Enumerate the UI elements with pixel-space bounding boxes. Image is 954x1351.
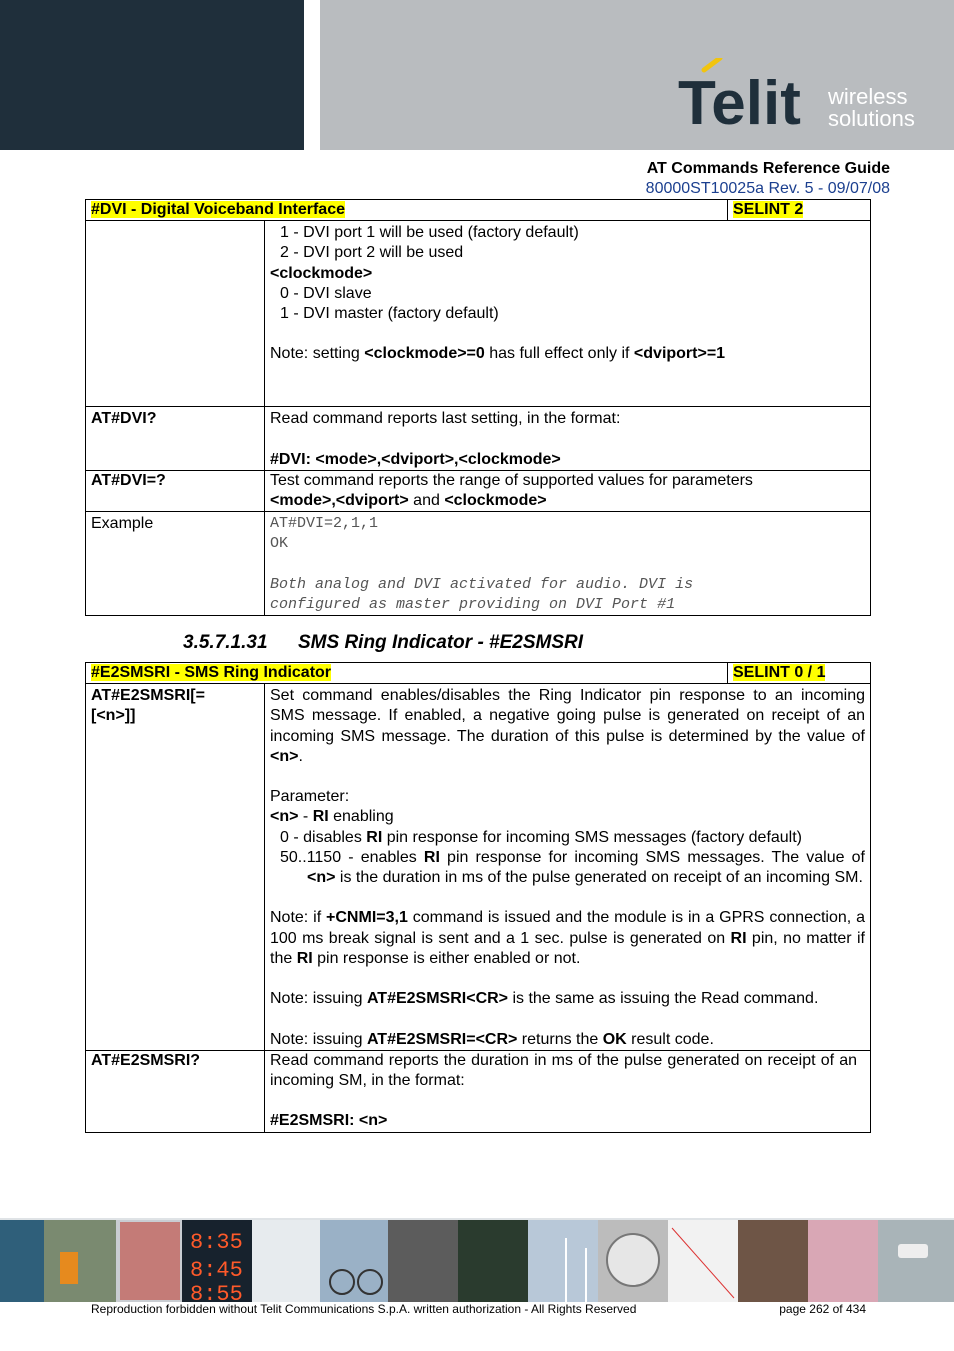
selint-label: SELINT 2: [733, 201, 804, 218]
e2smsri-command-table: [85, 662, 871, 1133]
table-row: [86, 221, 871, 407]
description-text: Read command reports last setting, in the format:: [270, 410, 621, 428]
document-header: [646, 159, 890, 199]
command-cell: [86, 407, 265, 471]
section-title: SMS Ring Indicator - #E2SMSRI: [298, 632, 584, 653]
page-footer: [91, 1302, 866, 1316]
table-title: #DVI - Digital Voiceband Interface: [91, 201, 345, 218]
svg-text:8:55: 8:55: [190, 1282, 243, 1302]
param-value: 0 - DVI slave: [280, 284, 372, 302]
selint-cell: [728, 663, 871, 684]
description-text: Read command reports the duration in ms of the pulse generated on receipt of an incoming SM, in the format:: [270, 1051, 857, 1089]
table-row: [86, 1050, 871, 1132]
example-comment: Both analog and DVI activated for audio. DVI is: [270, 575, 694, 593]
guide-title: AT Commands Reference Guide: [646, 160, 890, 177]
table-title: #E2SMSRI - SMS Ring Indicator: [91, 664, 332, 681]
guide-reference: 80000ST10025a Rev. 5 - 09/07/08: [645, 180, 890, 197]
description-text: Set command enables/disables the Ring Indicator pin response to an incoming SMS message. If enabled, a negative going pulse is generated on receipt of an incoming SMS message. The duration of this pulse is determined by the value of <n>.: [270, 687, 865, 765]
param-value: 0 - disables RI pin response for incoming SMS messages (factory default): [280, 828, 803, 846]
table-header-row: [86, 200, 871, 221]
command-name: AT#DVI?: [91, 410, 157, 428]
logo-tagline-1: wireless: [828, 84, 908, 109]
param-name: <n> - RI enabling: [270, 808, 394, 826]
section-number: 3.5.7.1.31: [183, 632, 268, 653]
param-value: 1 - DVI port 1 will be used (factory default): [280, 224, 579, 242]
dvi-command-table: [85, 199, 871, 616]
command-name: AT#E2SMSRI?: [91, 1051, 201, 1069]
command-cell: [86, 470, 265, 511]
svg-text:8:35: 8:35: [190, 1230, 243, 1255]
description-cell: [265, 684, 871, 1051]
command-cell: [86, 1050, 265, 1132]
param-heading: Parameter:: [270, 788, 350, 806]
command-name: AT#E2SMSRI[=: [91, 687, 205, 705]
selint-cell: [728, 200, 871, 221]
example-comment: configured as master providing on DVI Port #1: [270, 596, 676, 613]
telit-logo: [676, 58, 926, 138]
description-text: Test command reports the range of supported values for parameters: [270, 471, 753, 489]
description-cell: [265, 512, 871, 616]
selint-label: SELINT 0 / 1: [733, 664, 826, 681]
logo-wordmark: Telit: [678, 69, 801, 138]
note-text: Note: issuing AT#E2SMSRI<CR> is the same as issuing the Read command.: [270, 990, 819, 1008]
note-text: Note: issuing AT#E2SMSRI=<CR> returns the OK result code.: [270, 1030, 714, 1048]
header-dark-panel: [0, 0, 304, 150]
note-text: Note: if +CNMI=3,1 command is issued and the module is in a GPRS connection, a 100 ms break signal is sent and a 1 sec. pulse is generated on RI pin, no matter if the RI pin response is either enabled or not.: [270, 909, 866, 967]
description-text: <mode>,<dviport> and <clockmode>: [270, 492, 547, 509]
command-cell: [86, 512, 265, 616]
logo-tagline-2: solutions: [828, 106, 915, 131]
response-format: #E2SMSRI: <n>: [270, 1112, 388, 1130]
note-text: Note: setting <clockmode>=0 has full effect only if <dviport>=1: [270, 345, 726, 363]
table-title-cell: [86, 200, 728, 221]
param-name: <clockmode>: [270, 264, 373, 282]
example-code: AT#DVI=2,1,1: [270, 515, 379, 533]
table-header-row: [86, 663, 871, 684]
description-cell: [265, 407, 871, 471]
command-name: AT#DVI=?: [91, 471, 166, 489]
table-row: [86, 407, 871, 471]
command-cell: [86, 221, 265, 407]
page-number: page 262 of 434: [779, 1302, 866, 1316]
footer-photo-strip: [0, 1218, 954, 1302]
table-title-cell: [86, 663, 728, 684]
svg-text:8:45: 8:45: [190, 1258, 243, 1283]
table-row: [86, 512, 871, 616]
command-cell: [86, 684, 265, 1051]
example-code: OK: [270, 535, 289, 553]
description-cell: [265, 221, 871, 407]
command-name: Example: [91, 515, 154, 533]
param-value: 50..1150 - enables RI pin response for incoming SMS messages. The value of <n> is the duration in ms of the pulse generated on receipt of an incoming SM.: [280, 848, 865, 887]
section-heading: [183, 632, 583, 654]
table-row: [86, 684, 871, 1051]
param-value: 2 - DVI port 2 will be used: [280, 244, 464, 262]
copyright-notice: Reproduction forbidden without Telit Communications S.p.A. written authorization - All Rights Reserved: [91, 1302, 637, 1316]
description-cell: [265, 470, 871, 511]
command-name: [<n>]]: [91, 707, 136, 725]
response-format: #DVI: <mode>,<dviport>,<clockmode>: [270, 450, 561, 468]
table-row: [86, 470, 871, 511]
param-value: 1 - DVI master (factory default): [280, 305, 499, 323]
description-cell: [265, 1050, 871, 1132]
